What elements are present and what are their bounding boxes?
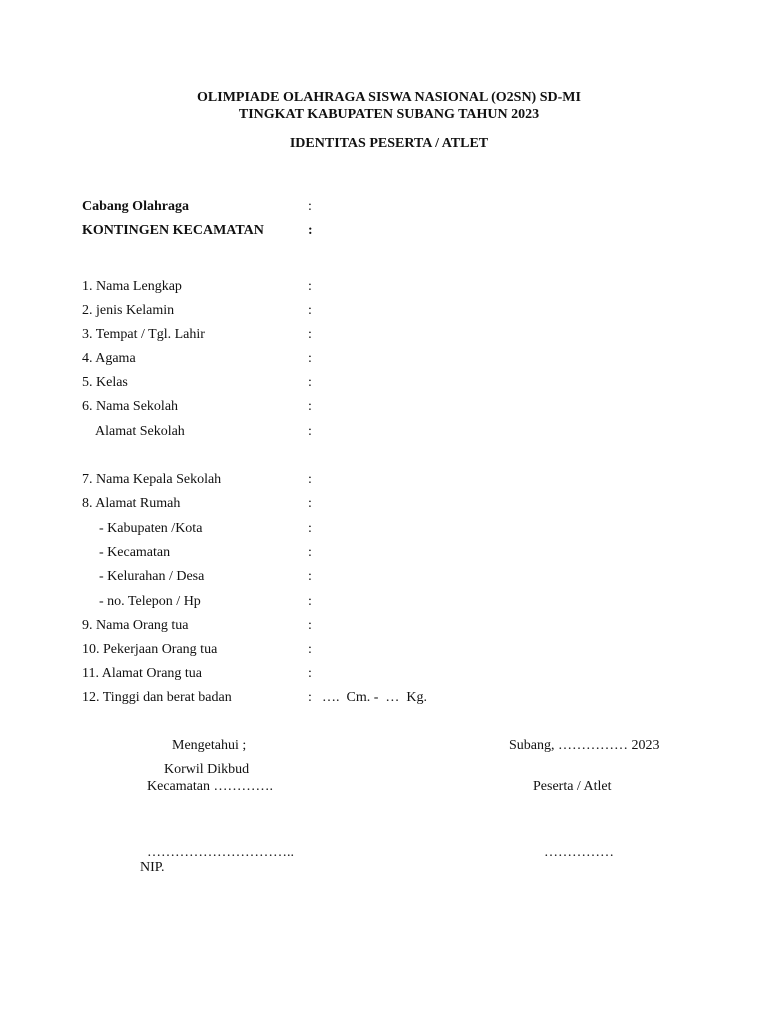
field-label: 1. Nama Lengkap [82,279,182,294]
field-colon: : [308,199,312,214]
field-label: 4. Agama [82,351,136,366]
field-row-kelurahan-desa [82,569,702,587]
field-label: KONTINGEN KECAMATAN [82,223,264,238]
field-value-tinggi-berat: …. Cm. - … Kg. [322,690,427,705]
field-row-nama-kepala-sekolah [82,472,702,490]
field-label: 10. Pekerjaan Orang tua [82,642,218,657]
signature-right-role: Peserta / Atlet [533,779,612,794]
field-colon: : [308,618,312,633]
field-label: Cabang Olahraga [82,199,189,214]
field-colon: : [308,545,312,560]
field-colon: : [308,472,312,487]
field-label: 7. Nama Kepala Sekolah [82,472,222,487]
field-colon: : [308,399,312,414]
field-colon: : [308,642,312,657]
field-colon: : [308,521,312,536]
field-colon: : [308,327,312,342]
form-subtitle: IDENTITAS PESERTA / ATLET [289,136,489,151]
field-colon: : [308,666,312,681]
signature-left-dots: ………………………….. [147,845,294,860]
signature-right-place-date: Subang, …………… 2023 [509,738,660,753]
field-label: 11. Alamat Orang tua [82,666,203,681]
field-label: 8. Alamat Rumah [82,496,181,511]
field-row-nama-orang-tua [82,618,702,636]
field-colon: : [308,424,312,439]
field-row-alamat-sekolah [82,424,702,442]
field-label: - Kabupaten /Kota [99,521,203,536]
field-row-pekerjaan-orang-tua [82,642,702,660]
signature-left-nip: NIP. [140,860,165,875]
field-label: - Kelurahan / Desa [99,569,205,584]
field-label: 6. Nama Sekolah [82,399,179,414]
field-label: 9. Nama Orang tua [82,618,189,633]
form-title-line1: OLIMPIADE OLAHRAGA SISWA NASIONAL (O2SN) SD-MI [197,90,581,105]
field-row-nama-lengkap [82,279,702,297]
field-row-telepon [82,594,702,612]
field-label: 5. Kelas [82,375,128,390]
field-colon: : [308,496,312,511]
field-label: 3. Tempat / Tgl. Lahir [82,327,205,342]
signature-right-dots: …………… [544,845,614,860]
field-row-kecamatan [82,545,702,563]
field-row-jenis-kelamin [82,303,702,321]
field-row-nama-sekolah [82,399,702,417]
field-colon: : [308,351,312,366]
field-label: Alamat Sekolah [95,424,185,439]
field-label: - Kecamatan [99,545,171,560]
field-colon: : [308,303,312,318]
field-row-agama [82,351,702,369]
field-row-kontingen-kecamatan [82,223,702,241]
field-colon: : [308,569,312,584]
field-row-cabang-olahraga [82,199,702,217]
signature-left-mengetahui: Mengetahui ; [172,738,247,753]
field-colon: : [308,279,312,294]
field-row-kelas [82,375,702,393]
field-row-kabupaten-kota [82,521,702,539]
form-title-line2: TINGKAT KABUPATEN SUBANG TAHUN 2023 [238,107,540,122]
field-row-tempat-tgl-lahir [82,327,702,345]
field-label: - no. Telepon / Hp [99,594,201,609]
field-colon: : [308,223,313,238]
field-label: 12. Tinggi dan berat badan [82,690,232,705]
field-label: 2. jenis Kelamin [82,303,175,318]
field-colon: : [308,690,312,705]
field-row-alamat-orang-tua [82,666,702,684]
field-colon: : [308,594,312,609]
signature-left-kecamatan: Kecamatan …………. [147,779,273,794]
field-row-alamat-rumah [82,496,702,514]
field-colon: : [308,375,312,390]
field-row-tinggi-berat [82,690,702,708]
signature-left-korwil: Korwil Dikbud [164,762,250,777]
